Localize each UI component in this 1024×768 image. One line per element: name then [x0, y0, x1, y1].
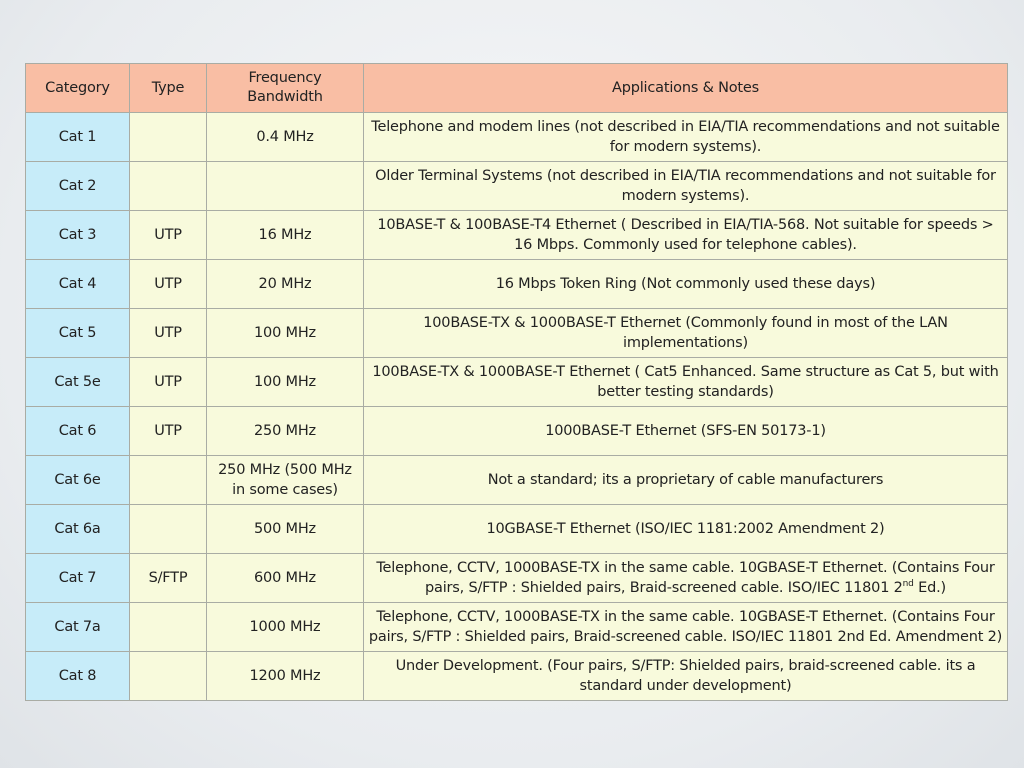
header-frequency-line2: Bandwidth [247, 89, 323, 105]
notes-text: 10GBASE-T Ethernet (ISO/IEC 1181:2002 Amendment 2) [486, 521, 885, 537]
notes-cell [364, 162, 1008, 211]
table-row [26, 113, 1008, 162]
notes-text: 16 Mbps Token Ring (Not commonly used these days) [495, 276, 876, 292]
header-type: Type [130, 64, 207, 113]
notes-cell [364, 407, 1008, 456]
category-cell: Cat 6 [26, 407, 130, 456]
table-row [26, 554, 1008, 603]
table-row [26, 162, 1008, 211]
table-row [26, 603, 1008, 652]
category-cell: Cat 6e [26, 456, 130, 505]
table-row [26, 358, 1008, 407]
frequency-cell: 250 MHz (500 MHz in some cases) [207, 456, 364, 505]
notes-cell [364, 456, 1008, 505]
notes-cell [364, 603, 1008, 652]
type-cell: UTP [130, 260, 207, 309]
frequency-cell: 1200 MHz [207, 652, 364, 701]
frequency-cell: 20 MHz [207, 260, 364, 309]
notes-text: Telephone, CCTV, 1000BASE-TX in the same cable. 10GBASE-T Ethernet. (Contains Four pairs, S/FTP : Shielded pairs, Braid-screened cable. ISO/IEC 11801 2 [376, 560, 995, 596]
header-frequency [207, 64, 364, 113]
category-cell: Cat 7a [26, 603, 130, 652]
header-row [26, 64, 1008, 113]
notes-text: 100BASE-TX & 1000BASE-T Ethernet (Commonly found in most of the LAN implementations) [423, 315, 948, 351]
type-cell [130, 113, 207, 162]
type-cell [130, 456, 207, 505]
type-cell: UTP [130, 358, 207, 407]
category-cell: Cat 5 [26, 309, 130, 358]
category-cell: Cat 4 [26, 260, 130, 309]
notes-tail: Ed.) [913, 580, 946, 596]
frequency-cell: 16 MHz [207, 211, 364, 260]
frequency-cell [207, 162, 364, 211]
type-cell [130, 162, 207, 211]
type-cell [130, 603, 207, 652]
header-category: Category [26, 64, 130, 113]
frequency-cell: 500 MHz [207, 505, 364, 554]
type-cell [130, 652, 207, 701]
type-cell: UTP [130, 211, 207, 260]
notes-cell [364, 309, 1008, 358]
notes-cell [364, 211, 1008, 260]
category-cell: Cat 7 [26, 554, 130, 603]
frequency-cell: 100 MHz [207, 358, 364, 407]
category-cell: Cat 3 [26, 211, 130, 260]
notes-cell [364, 358, 1008, 407]
header-notes: Applications & Notes [364, 64, 1008, 113]
table-row [26, 309, 1008, 358]
notes-text: Older Terminal Systems (not described in EIA/TIA recommendations and not suitable for modern systems). [375, 168, 996, 204]
type-cell: S/FTP [130, 554, 207, 603]
notes-cell [364, 113, 1008, 162]
notes-cell [364, 505, 1008, 554]
cable-categories-table [25, 63, 1008, 701]
notes-text: Telephone, CCTV, 1000BASE-TX in the same cable. 10GBASE-T Ethernet. (Contains Four pairs, S/FTP : Shielded pairs, Braid-screened cable. ISO/IEC 11801 2nd Ed. Amendment 2) [368, 609, 1003, 645]
notes-text: Under Development. (Four pairs, S/FTP: Shielded pairs, braid-screened cable. its a standard under development) [395, 658, 976, 694]
frequency-cell: 0.4 MHz [207, 113, 364, 162]
notes-text: Not a standard; its a proprietary of cable manufacturers [487, 472, 884, 488]
frequency-cell: 250 MHz [207, 407, 364, 456]
frequency-cell: 100 MHz [207, 309, 364, 358]
frequency-cell: 600 MHz [207, 554, 364, 603]
notes-cell [364, 554, 1008, 603]
category-cell: Cat 6a [26, 505, 130, 554]
header-frequency-line1: Frequency [248, 70, 322, 86]
table-row [26, 505, 1008, 554]
notes-text: 100BASE-TX & 1000BASE-T Ethernet ( Cat5 Enhanced. Same structure as Cat 5, but with better testing standards) [372, 364, 999, 400]
table-row [26, 456, 1008, 505]
table-row [26, 211, 1008, 260]
table-row [26, 407, 1008, 456]
notes-text: 10BASE-T & 100BASE-T4 Ethernet ( Described in EIA/TIA-568. Not suitable for speeds > 16 Mbps. Commonly used for telephone cables). [377, 217, 994, 253]
category-cell: Cat 8 [26, 652, 130, 701]
notes-cell [364, 260, 1008, 309]
notes-cell [364, 652, 1008, 701]
category-cell: Cat 2 [26, 162, 130, 211]
table-row [26, 652, 1008, 701]
type-cell [130, 505, 207, 554]
table-row [26, 260, 1008, 309]
category-cell: Cat 1 [26, 113, 130, 162]
notes-text: Telephone and modem lines (not described in EIA/TIA recommendations and not suitable for modern systems). [371, 119, 1000, 155]
notes-text: 1000BASE-T Ethernet (SFS-EN 50173-1) [545, 423, 826, 439]
notes-superscript: nd [902, 579, 914, 590]
frequency-cell: 1000 MHz [207, 603, 364, 652]
type-cell: UTP [130, 407, 207, 456]
category-cell: Cat 5e [26, 358, 130, 407]
type-cell: UTP [130, 309, 207, 358]
